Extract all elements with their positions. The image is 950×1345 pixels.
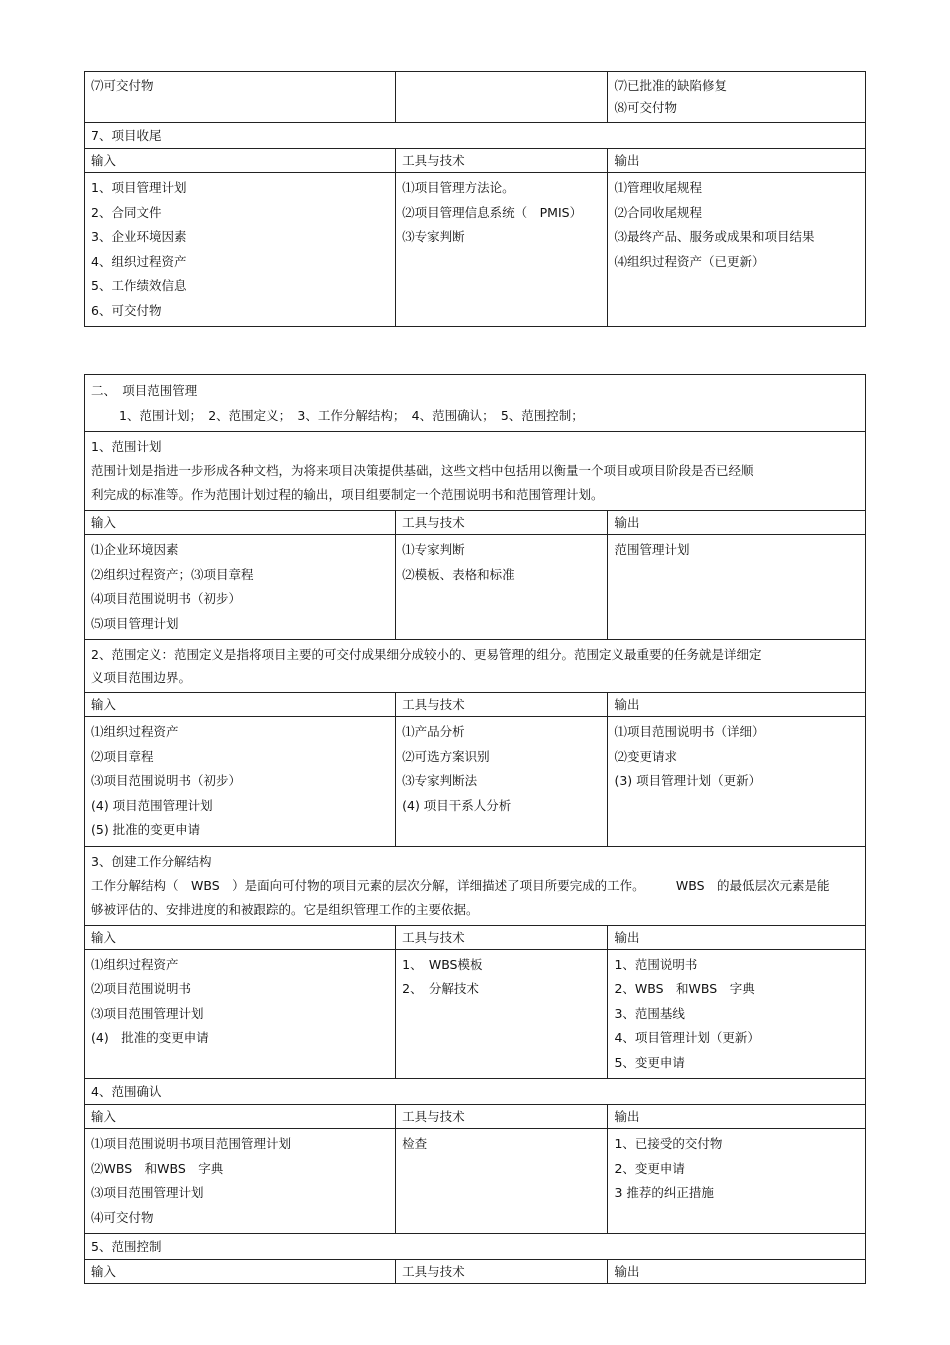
list-item: ⑷项目范围说明书（初步） [91, 591, 242, 606]
tools-cell [396, 173, 608, 327]
list-item: ⑴项目管理方法论。 [402, 180, 515, 195]
list-item: (4) 项目范围管理计划 [91, 797, 213, 813]
planning-desc-row [85, 432, 866, 511]
inputs-cell [85, 717, 396, 847]
header-input: 输入 [85, 693, 396, 717]
content-row [85, 949, 866, 1079]
list-item: ⑷组织过程资产（已更新） [614, 253, 765, 269]
inputs-cell [85, 535, 396, 640]
section-title: 5、范围控制 [85, 1234, 866, 1260]
paragraph-line: 范围计划是指进一步形成各种文档，为将来项目决策提供基础，这些文档中包括用以衡量一个项目或项目阶段是否已经顺 [91, 463, 754, 478]
outputs-cell [608, 949, 866, 1079]
wbs-desc-row [85, 846, 866, 925]
list-item: ⑶项目范围说明书（初步） [91, 773, 242, 788]
scope-title-row [85, 375, 866, 432]
header-input: 输入 [85, 925, 396, 949]
header-tools: 工具与技术 [396, 149, 608, 173]
list-item: ⑵项目范围说明书 [91, 981, 192, 996]
section-title-row [85, 123, 866, 149]
tools-cell [396, 1129, 608, 1234]
paragraph-line: 工作分解结构（ WBS ）是面向可付物的项目元素的层次分解，详细描述了项目所要完成的工作。 WBS 的最低层次元素是能 [91, 877, 830, 893]
list-item: ⑴产品分析 [402, 724, 465, 739]
list-item: ⑴专家判断 [402, 542, 465, 557]
header-row [85, 1105, 866, 1129]
outputs-cell [608, 1129, 866, 1234]
list-item: 1、 WBS模板 [402, 956, 483, 972]
header-output: 输出 [608, 1105, 866, 1129]
header-row [85, 511, 866, 535]
list-item: ⑵可选方案识别 [402, 748, 490, 764]
list-item: ⑻可交付物 [614, 100, 677, 115]
paragraph-line: 利完成的标准等。作为范围计划过程的输出，项目组要制定一个范围说明书和范围管理计划。 [91, 487, 604, 502]
list-item: ⑴企业环境因素 [91, 542, 179, 557]
page-title: 二、 项目范围管理 [91, 383, 198, 398]
outputs-cell [608, 535, 866, 640]
planning-desc-cell [85, 432, 866, 511]
list-item: (3) 项目管理计划（更新） [614, 773, 762, 788]
definition-desc-row [85, 640, 866, 693]
inputs-cell [85, 949, 396, 1079]
list-item: 1、已接受的交付物 [614, 1136, 723, 1151]
continuation-row [85, 72, 866, 123]
header-tools: 工具与技术 [396, 693, 608, 717]
header-tools: 工具与技术 [396, 1260, 608, 1284]
definition-desc-cell [85, 640, 866, 693]
list-item: 2、合同文件 [91, 204, 162, 220]
inputs-cell [85, 173, 396, 327]
list-item: ⑸项目管理计划 [91, 615, 179, 631]
list-item: ⑶专家判断 [402, 229, 465, 244]
header-input: 输入 [85, 1260, 396, 1284]
list-item: (4) 项目干系人分析 [402, 797, 512, 813]
list-item: ⑺已批准的缺陷修复 [614, 78, 727, 93]
header-input: 输入 [85, 149, 396, 173]
section-title: 7、项目收尾 [85, 123, 866, 149]
header-input: 输入 [85, 1105, 396, 1129]
list-item: ⑴组织过程资产 [91, 724, 179, 739]
list-item: 范围管理计划 [614, 542, 690, 557]
list-item: ⑶最终产品、服务或成果和项目结果 [614, 229, 815, 244]
list-item: ⑷可交付物 [91, 1209, 154, 1225]
content-row [85, 1129, 866, 1234]
cont-tools-cell [396, 72, 608, 123]
top-table [84, 71, 866, 327]
list-item: ⑵模板、表格和标准 [402, 566, 515, 582]
scope-table [84, 374, 866, 1284]
list-item: 5、变更申请 [614, 1054, 685, 1070]
list-item: ⑵项目管理信息系统（ PMIS） [402, 204, 583, 220]
list-item: ⑶专家判断法 [402, 773, 478, 788]
tools-cell [396, 535, 608, 640]
list-item: ⑵变更请求 [614, 748, 677, 764]
list-item: ⑶项目范围管理计划 [91, 1185, 204, 1200]
header-output: 输出 [608, 511, 866, 535]
scope-title-cell [85, 375, 866, 432]
paragraph-line: 2、范围定义：范围定义是指将项目主要的可交付成果细分成较小的、更易管理的组分。范围定义最重要的任务就是详细定 [91, 647, 762, 662]
header-row [85, 925, 866, 949]
header-tools: 工具与技术 [396, 925, 608, 949]
list-item: 5、工作绩效信息 [91, 278, 187, 293]
section-title: 3、创建工作分解结构 [91, 853, 212, 869]
section-title: 4、范围确认 [85, 1079, 866, 1105]
inputs-cell [85, 1129, 396, 1234]
cont-output-cell [608, 72, 866, 123]
header-row [85, 693, 866, 717]
list-item: 3、企业环境因素 [91, 229, 187, 244]
list-item: 1、项目管理计划 [91, 180, 187, 195]
scope-subtitle: 1、范围计划； 2、范围定义； 3、工作分解结构； 4、范围确认； 5、范围控制； [119, 408, 584, 423]
header-tools: 工具与技术 [396, 511, 608, 535]
list-item: 2、 分解技术 [402, 981, 479, 996]
list-item: ⑴项目范围说明书（详细） [614, 724, 765, 739]
header-input: 输入 [85, 511, 396, 535]
list-item: 3、范围基线 [614, 1005, 685, 1021]
list-item: ⑵组织过程资产；⑶项目章程 [91, 566, 254, 582]
list-item: 4、项目管理计划（更新） [614, 1030, 760, 1045]
cont-input-cell [85, 72, 396, 123]
list-item: 3 推荐的纠正措施 [614, 1185, 714, 1200]
list-item: ⑴组织过程资产 [91, 956, 179, 972]
list-item: 6、可交付物 [91, 302, 162, 318]
header-output: 输出 [608, 1260, 866, 1284]
list-item: 1、范围说明书 [614, 956, 698, 972]
list-item: 4、组织过程资产 [91, 253, 187, 269]
list-item: ⑶项目范围管理计划 [91, 1005, 204, 1021]
paragraph-line: 够被评估的、安排进度的和被跟踪的。它是组织管理工作的主要依据。 [91, 901, 479, 917]
list-item: ⑵WBS 和WBS 字典 [91, 1160, 224, 1176]
list-item: 2、WBS 和WBS 字典 [614, 981, 755, 996]
tools-cell [396, 949, 608, 1079]
header-output: 输出 [608, 149, 866, 173]
list-item: 检查 [402, 1136, 428, 1151]
list-item: (4) 批准的变更申请 [91, 1030, 209, 1045]
section-title-row [85, 1079, 866, 1105]
outputs-cell [608, 173, 866, 327]
wbs-desc-cell [85, 846, 866, 925]
paragraph-line: 义项目范围边界。 [91, 670, 192, 685]
header-row [85, 1260, 866, 1284]
content-row [85, 173, 866, 327]
tools-cell [396, 717, 608, 847]
list-item: (5) 批准的变更申请 [91, 822, 201, 837]
list-item: ⑵合同收尾规程 [614, 204, 702, 220]
section-title-row [85, 1234, 866, 1260]
header-row [85, 149, 866, 173]
list-item: ⑺可交付物 [91, 78, 154, 93]
list-item: ⑵项目章程 [91, 748, 154, 764]
list-item: 2、变更申请 [614, 1160, 685, 1176]
header-output: 输出 [608, 693, 866, 717]
header-tools: 工具与技术 [396, 1105, 608, 1129]
section-title: 1、范围计划 [91, 439, 162, 454]
list-item: ⑴项目范围说明书项目范围管理计划 [91, 1136, 292, 1151]
content-row [85, 535, 866, 640]
content-row [85, 717, 866, 847]
header-output: 输出 [608, 925, 866, 949]
list-item: ⑴管理收尾规程 [614, 180, 702, 195]
outputs-cell [608, 717, 866, 847]
